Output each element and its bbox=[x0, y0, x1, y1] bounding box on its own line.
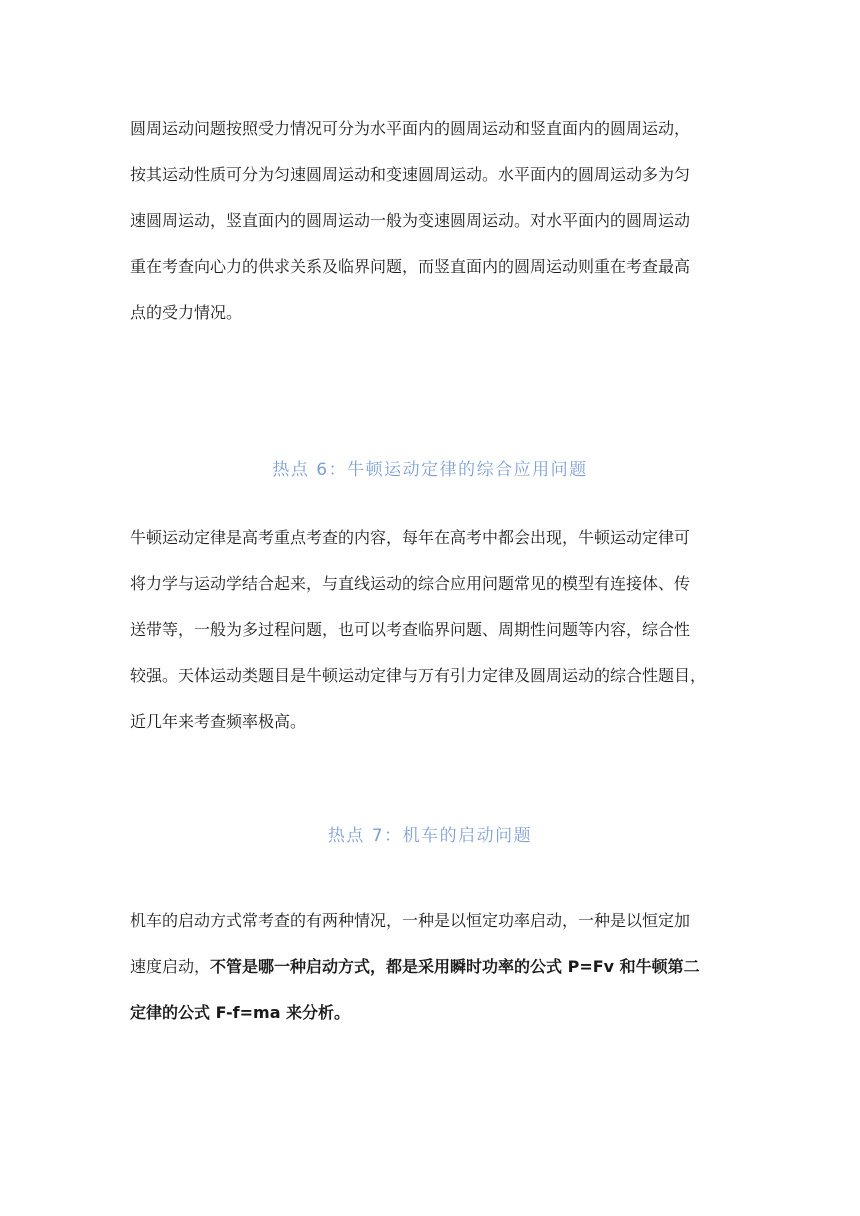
paragraph-line: 将力学与运动学结合起来，与直线运动的综合应用问题常见的模型有连接体、传 bbox=[130, 574, 691, 593]
paragraph-line-bold: 定律的公式 F-f=ma 来分析。 bbox=[130, 1003, 351, 1022]
paragraph-text-bold: 不管是哪一种启动方式，都是采用瞬时功率的公式 P=Fv 和牛顿第二 bbox=[210, 957, 700, 976]
paragraph-text-normal: 速度启动， bbox=[130, 957, 211, 976]
section-heading-hotspot-6: 热点 6：牛顿运动定律的综合应用问题 bbox=[272, 460, 588, 480]
paragraph-newton-laws bbox=[130, 515, 734, 745]
paragraph-vehicle-startup bbox=[130, 898, 734, 1036]
paragraph-circular-motion bbox=[130, 106, 734, 336]
paragraph-line-mixed bbox=[130, 944, 734, 990]
paragraph-line: 速圆周运动，竖直面内的圆周运动一般为变速圆周运动。对水平面内的圆周运动 bbox=[130, 211, 691, 230]
paragraph-line: 牛顿运动定律是高考重点考查的内容，每年在高考中都会出现，牛顿运动定律可 bbox=[130, 528, 691, 547]
paragraph-line: 圆周运动问题按照受力情况可分为水平面内的圆周运动和竖直面内的圆周运动， bbox=[130, 119, 691, 138]
paragraph-line: 近几年来考查频率极高。 bbox=[130, 712, 307, 731]
section-heading-hotspot-7: 热点 7：机车的启动问题 bbox=[327, 826, 533, 846]
paragraph-line: 按其运动性质可分为匀速圆周运动和变速圆周运动。水平面内的圆周运动多为匀 bbox=[130, 165, 691, 184]
paragraph-line: 机车的启动方式常考查的有两种情况，一种是以恒定功率启动，一种是以恒定加 bbox=[130, 911, 691, 930]
paragraph-line: 送带等，一般为多过程问题，也可以考查临界问题、周期性问题等内容，综合性 bbox=[130, 620, 691, 639]
paragraph-line: 较强。天体运动类题目是牛顿运动定律与万有引力定律及圆周运动的综合性题目， bbox=[130, 666, 707, 685]
paragraph-line: 重在考查向心力的供求关系及临界问题，而竖直面内的圆周运动则重在考查最高 bbox=[130, 257, 691, 276]
paragraph-line: 点的受力情况。 bbox=[130, 303, 243, 322]
